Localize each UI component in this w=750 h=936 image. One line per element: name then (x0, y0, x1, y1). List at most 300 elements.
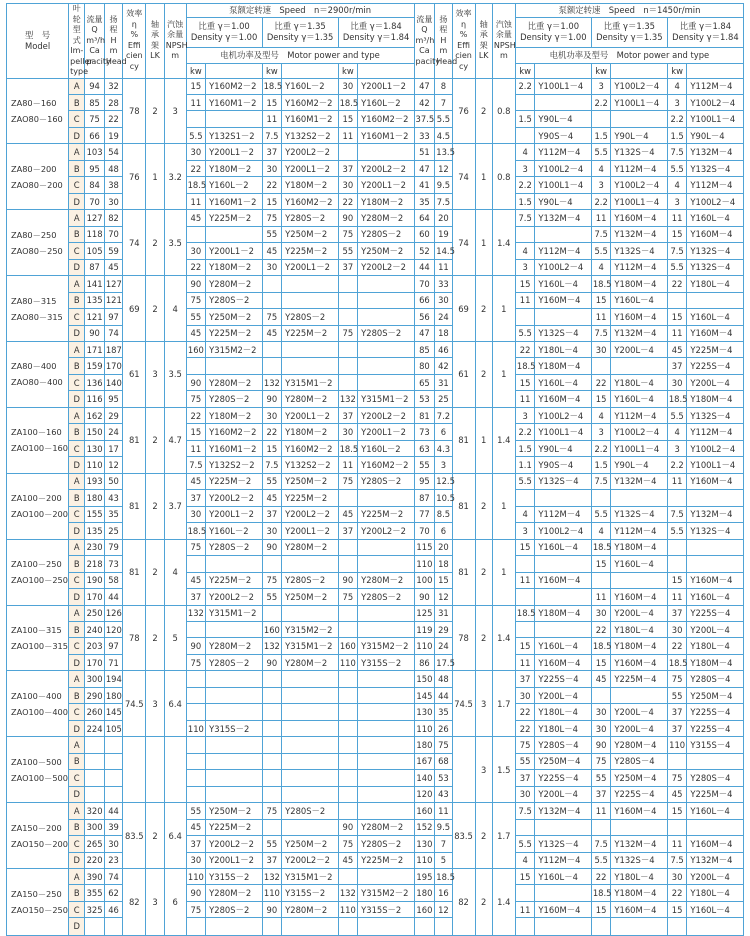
head-1450-value: 35 (435, 704, 452, 720)
motor-kw: 75 (262, 572, 282, 588)
motor-1450-kw: 22 (667, 276, 687, 292)
capacity-value: 90 (85, 325, 105, 341)
motor-1450-type (611, 111, 667, 127)
motor-type: Y160M1－2 (206, 94, 262, 110)
motor-1450-kw: 4 (591, 523, 611, 539)
motor-1450-kw: 15 (591, 292, 611, 308)
motor-1450-type: Y160L－4 (687, 589, 744, 605)
capacity-value: 230 (85, 539, 105, 555)
npsh-1450-value: 1 (492, 473, 515, 539)
motor-type (358, 309, 414, 325)
motor-1450-type: Y280S－4 (611, 753, 667, 769)
motor-1450-kw: 18.5 (591, 276, 611, 292)
head-value: 71 (104, 654, 122, 670)
table-row (7, 539, 744, 555)
capacity-value (85, 737, 105, 753)
table-row (7, 440, 744, 456)
efficiency-1450-value: 82 (452, 869, 475, 936)
impeller-type: D (69, 786, 85, 802)
head-1450-value: 68 (435, 753, 452, 769)
motor-1450-kw: 11 (667, 589, 687, 605)
motor-type: Y200L1－2 (206, 852, 262, 868)
capacity-value: 135 (85, 292, 105, 308)
head-1450-value: 31 (435, 374, 452, 390)
head-1450-value: 7.5 (435, 193, 452, 209)
efficiency-value: 78 (123, 605, 146, 671)
impeller-type: C (69, 506, 85, 522)
impeller-type: A (69, 473, 85, 489)
motor-1450-type: Y100L2－4 (535, 523, 591, 539)
motor-1450-kw: 11 (667, 836, 687, 852)
motor-1450-kw: 3 (591, 424, 611, 440)
motor-1450-kw: 3 (591, 177, 611, 193)
npsh-1450-value: 1.7 (492, 803, 515, 869)
table-row (7, 309, 744, 325)
motor-kw: 75 (262, 210, 282, 226)
motor-type: Y160M2－2 (206, 424, 262, 440)
npsh-value: 6.4 (164, 803, 186, 869)
motor-1450-kw: 30 (591, 704, 611, 720)
capacity-value: 136 (85, 374, 105, 390)
capacity-1450-value: 42 (414, 94, 435, 110)
motor-type: Y280S－2 (282, 210, 338, 226)
motor-type (358, 621, 414, 637)
speed-2900-header: 泵额定转速 Speed n＝2900r/min (186, 4, 414, 18)
efficiency-value: 74 (123, 210, 146, 276)
motor-type: Y280S－2 (358, 473, 414, 489)
bearing-frame-value: 3 (146, 671, 164, 737)
impeller-type: D (69, 654, 85, 670)
motor-1450-type: Y225S－4 (611, 786, 667, 802)
motor-1450-type: Y180M－4 (611, 539, 667, 555)
motor-1450-kw (515, 309, 535, 325)
motor-kw: 18.5 (186, 177, 206, 193)
motor-type: Y280S－2 (282, 572, 338, 588)
motor-kw: 55 (186, 803, 206, 819)
motor-1450-type: Y180L－4 (535, 342, 591, 358)
motor-kw: 15 (186, 78, 206, 94)
motor-kw: 90 (262, 539, 282, 555)
motor-1450-kw: 15 (515, 869, 535, 885)
model-name: ZA80－250 ZAO80－250 (7, 210, 69, 276)
capacity-value: 265 (85, 836, 105, 852)
motor-type: Y280S－2 (358, 836, 414, 852)
motor-type (282, 786, 338, 802)
bearing-frame-value: 2 (146, 407, 164, 473)
efficiency-1450-value: 81 (452, 407, 475, 473)
efficiency-value: 78 (123, 78, 146, 144)
table-row (7, 358, 744, 374)
bearing-frame-1450-value: 2 (475, 276, 492, 342)
motor-kw: 45 (186, 473, 206, 489)
motor-type: Y225M－2 (206, 210, 262, 226)
head-value: 32 (104, 78, 122, 94)
motor-kw: 132 (338, 391, 358, 407)
motor-type: Y132S2－2 (282, 457, 338, 473)
motor-1450-kw: 15 (515, 276, 535, 292)
head-1450-value: 14.5 (435, 243, 452, 259)
head-1450-value: 26 (435, 720, 452, 736)
motor-1450-type (535, 918, 591, 935)
capacity-1450-value: 130 (414, 836, 435, 852)
motor-1450-kw: 1.1 (515, 457, 535, 473)
npsh-value: 6 (164, 869, 186, 936)
table-row (7, 918, 744, 935)
head-value: 74 (104, 325, 122, 341)
table-row (7, 342, 744, 358)
motor-1450-type (535, 309, 591, 325)
motor-kw (186, 737, 206, 753)
model-name: ZA80－400 ZAO80－400 (7, 342, 69, 408)
motor-1450-type (687, 753, 744, 769)
motor-1450-type (535, 819, 591, 835)
motor-type: Y200L1－2 (358, 424, 414, 440)
motor-1450-kw: 1.5 (591, 127, 611, 143)
motor-type: Y280S－2 (282, 803, 338, 819)
motor-kw: 75 (186, 654, 206, 670)
motor-1450-kw: 3 (667, 440, 687, 456)
motor-type: Y200L1－2 (282, 259, 338, 275)
motor-1450-type: Y100L2－4 (535, 160, 591, 176)
motor-type: Y160M2－2 (358, 111, 414, 127)
impeller-type: C (69, 309, 85, 325)
motor-type: Y200L1－2 (282, 160, 338, 176)
motor-kw: 11 (186, 94, 206, 110)
motor-type: Y250M－2 (282, 226, 338, 242)
impeller-type: C (69, 638, 85, 654)
motor-type: Y315S－2 (358, 901, 414, 917)
motor-kw (338, 605, 358, 621)
motor-type (206, 918, 262, 935)
motor-kw: 15 (262, 94, 282, 110)
motor-1450-type (535, 94, 591, 110)
motor-type: Y315M1－2 (206, 605, 262, 621)
motor-1450-kw: 4 (515, 852, 535, 868)
capacity-1450-value: 110 (414, 638, 435, 654)
motor-1450-kw: 15 (667, 803, 687, 819)
capacity-value: 170 (85, 589, 105, 605)
motor-1450-kw (515, 918, 535, 935)
motor-1450-kw: 22 (667, 638, 687, 654)
efficiency-value: 82 (123, 869, 146, 936)
head-1450-value: 20 (435, 210, 452, 226)
table-row (7, 78, 744, 94)
motor-type: Y315M1－2 (282, 638, 338, 654)
motor-1450-type: Y112M－4 (611, 160, 667, 176)
motor-type (282, 704, 338, 720)
motor-1450-type: Y112M－4 (535, 144, 591, 160)
head-1450-value (435, 918, 452, 935)
motor-type (358, 358, 414, 374)
motor-type: Y200L1－2 (206, 243, 262, 259)
motor-type (206, 687, 262, 703)
motor-type: Y315S－2 (282, 885, 338, 901)
motor-1450-type: Y200L－4 (687, 621, 744, 637)
table-row (7, 210, 744, 226)
motor-1450-kw: 5.5 (591, 144, 611, 160)
motor-type: Y160L－2 (358, 94, 414, 110)
motor-1450-kw (591, 358, 611, 374)
motor-type (358, 292, 414, 308)
motor-1450-type: Y160M－4 (535, 391, 591, 407)
motor-1450-type (535, 589, 591, 605)
motor-1450-kw: 5.5 (515, 836, 535, 852)
motor-1450-kw: 1.5 (667, 127, 687, 143)
motor-1450-type: Y132M－4 (611, 226, 667, 242)
motor-kw (262, 605, 282, 621)
motor-kw: 15 (262, 440, 282, 456)
capacity-1450-value: 70 (414, 276, 435, 292)
motor-type (358, 556, 414, 572)
head-1450-value: 4.5 (435, 127, 452, 143)
motor-1450-kw: 22 (515, 704, 535, 720)
head-value: 105 (104, 720, 122, 736)
bearing-frame-1450-value: 2 (475, 342, 492, 408)
motor-type: Y225M－2 (358, 852, 414, 868)
motor-1450-type: Y112M－4 (611, 259, 667, 275)
motor-1450-kw: 15 (591, 391, 611, 407)
impeller-type: D (69, 391, 85, 407)
kw-header: kw (338, 63, 358, 78)
motor-type: Y315M2－2 (282, 621, 338, 637)
impeller-type: B (69, 292, 85, 308)
bearing-frame-1450-value: 3 (475, 737, 492, 803)
motor-1450-kw: 15 (591, 901, 611, 917)
capacity-1450-value: 125 (414, 605, 435, 621)
motor-1450-type: Y160L－4 (535, 869, 591, 885)
motor-type: Y225M－2 (206, 473, 262, 489)
impeller-type: C (69, 704, 85, 720)
motor-kw (338, 309, 358, 325)
motor-1450-kw: 4 (667, 424, 687, 440)
head-value: 97 (104, 309, 122, 325)
table-row (7, 654, 744, 670)
motor-1450-type: Y132S－4 (535, 473, 591, 489)
npsh-value (164, 737, 186, 803)
motor-1450-kw: 18.5 (667, 391, 687, 407)
motor-1450-kw: 37 (515, 671, 535, 687)
motor-1450-type: Y180M－4 (687, 391, 744, 407)
head-1450-value: 30 (435, 292, 452, 308)
motor-type: Y200L2－2 (282, 506, 338, 522)
table-row (7, 819, 744, 835)
motor-1450-kw: 2.2 (515, 78, 535, 94)
head-1450-value: 25 (435, 391, 452, 407)
npsh-1450-value: 1 (492, 276, 515, 342)
motor-type: Y315S－2 (206, 720, 262, 736)
head-value: 194 (104, 671, 122, 687)
motor-kw (186, 918, 206, 935)
motor-type (358, 671, 414, 687)
impeller-type: C (69, 572, 85, 588)
motor-type: Y200L2－2 (282, 144, 338, 160)
motor-1450-type: Y90L－4 (535, 440, 591, 456)
motor-1450-kw: 7.5 (591, 473, 611, 489)
impeller-type: A (69, 276, 85, 292)
motor-type (282, 342, 338, 358)
motor-type: Y280M－2 (358, 819, 414, 835)
motor-kw: 110 (262, 885, 282, 901)
motor-type (282, 720, 338, 736)
npsh-1450-value: 0.8 (492, 144, 515, 210)
motor-1450-type (535, 885, 591, 901)
motor-1450-type: Y200L－4 (687, 374, 744, 390)
model-name: ZA100－250 ZAO100－250 (7, 539, 69, 605)
motor-type: Y132S2－2 (282, 127, 338, 143)
impeller-type: D (69, 523, 85, 539)
motor-1450-type: Y180L－4 (611, 869, 667, 885)
head-value: 44 (104, 589, 122, 605)
motor-kw (338, 786, 358, 802)
capacity-1450-value: 55 (414, 457, 435, 473)
motor-1450-type: Y132S－4 (611, 506, 667, 522)
table-row (7, 638, 744, 654)
bearing-frame-value: 3 (146, 342, 164, 408)
capacity-1450-value: 65 (414, 374, 435, 390)
motor-1450-kw: 5.5 (591, 243, 611, 259)
motor-1450-type: Y225S－4 (687, 704, 744, 720)
impeller-type: C (69, 901, 85, 917)
motor-1450-type: Y160L－4 (611, 556, 667, 572)
head-1450-value: 44 (435, 687, 452, 703)
motor-1450-kw: 2.2 (667, 457, 687, 473)
density-135-1450-header: 比重 γ＝1.35 Density γ＝1.35 (591, 17, 667, 47)
table-row (7, 687, 744, 703)
motor-1450-type (687, 918, 744, 935)
motor-kw: 90 (338, 210, 358, 226)
capacity-value: 300 (85, 671, 105, 687)
bearing-frame-value: 2 (146, 473, 164, 539)
motor-1450-type: Y250M－4 (687, 687, 744, 703)
motor-kw: 11 (338, 127, 358, 143)
head-1450-value: 5.5 (435, 111, 452, 127)
capacity-value: 203 (85, 638, 105, 654)
capacity-1450-value: 152 (414, 819, 435, 835)
bearing-frame-value: 2 (146, 803, 164, 869)
model-header: 型 号 Model (7, 4, 69, 79)
capacity-value: 110 (85, 457, 105, 473)
capacity-value: 155 (85, 506, 105, 522)
motor-kw: 90 (338, 572, 358, 588)
impeller-type: B (69, 556, 85, 572)
efficiency-header: 效率 η % Effi cien cy (123, 4, 146, 79)
motor-kw (338, 720, 358, 736)
motor-1450-type: Y160M－4 (535, 292, 591, 308)
head-value (104, 786, 122, 802)
impeller-type: A (69, 605, 85, 621)
motor-type (358, 276, 414, 292)
motor-kw: 75 (186, 539, 206, 555)
table-row (7, 737, 744, 753)
motor-1450-type: Y132M－4 (611, 473, 667, 489)
motor-1450-kw: 15 (515, 638, 535, 654)
motor-1450-type: Y132M－4 (687, 144, 744, 160)
motor-kw: 75 (262, 309, 282, 325)
capacity-value: 84 (85, 177, 105, 193)
motor-type (206, 226, 262, 242)
motor-type: Y280M－2 (358, 210, 414, 226)
motor-1450-kw: 15 (667, 572, 687, 588)
head-value: 39 (104, 819, 122, 835)
motor-type (206, 770, 262, 786)
motor-kw: 30 (338, 177, 358, 193)
motor-1450-kw: 4 (667, 78, 687, 94)
head-value: 97 (104, 638, 122, 654)
motor-header: 电机功率及型号 Motor power and type (186, 47, 414, 63)
table-row (7, 803, 744, 819)
motor-1450-type: Y160M－4 (687, 325, 744, 341)
capacity-value: 300 (85, 819, 105, 835)
motor-kw (338, 374, 358, 390)
head-1450-value: 24 (435, 309, 452, 325)
head-value: 45 (104, 259, 122, 275)
impeller-type: C (69, 374, 85, 390)
capacity-1450-value: 41 (414, 177, 435, 193)
motor-type (358, 786, 414, 802)
motor-1450-kw: 3 (667, 94, 687, 110)
motor-kw: 45 (186, 572, 206, 588)
motor-1450-kw (667, 753, 687, 769)
motor-type: Y180M－2 (206, 259, 262, 275)
impeller-type: C (69, 111, 85, 127)
motor-kw: 15 (186, 424, 206, 440)
capacity-1450-value: 110 (414, 556, 435, 572)
motor-kw (262, 770, 282, 786)
motor-kw (338, 144, 358, 160)
capacity-1450-value: 35 (414, 193, 435, 209)
motor-1450-kw: 15 (515, 374, 535, 390)
motor-1450-kw: 22 (591, 621, 611, 637)
motor-type: Y200L2－2 (358, 259, 414, 275)
capacity-1450-value: 33 (414, 127, 435, 143)
capacity-value: 390 (85, 869, 105, 885)
motor-1450-kw: 55 (591, 770, 611, 786)
motor-kw: 37 (262, 506, 282, 522)
capacity-value: 250 (85, 605, 105, 621)
capacity-1450-value: 120 (414, 786, 435, 802)
motor-1450-type: Y160M－4 (611, 901, 667, 917)
motor-kw: 30 (262, 259, 282, 275)
table-row (7, 885, 744, 901)
motor-1450-type: Y160M－4 (687, 473, 744, 489)
head-value: 58 (104, 572, 122, 588)
motor-1450-type: Y90L－4 (611, 127, 667, 143)
motor-1450-type: Y100L1－4 (611, 440, 667, 456)
head-1450-value: 12 (435, 589, 452, 605)
capacity-value: 220 (85, 852, 105, 868)
motor-kw: 132 (262, 638, 282, 654)
motor-1450-kw: 45 (667, 342, 687, 358)
motor-1450-kw: 75 (667, 671, 687, 687)
bearing-frame-1450-value: 1 (475, 210, 492, 276)
motor-kw: 132 (186, 605, 206, 621)
motor-1450-type: Y160L－4 (611, 391, 667, 407)
motor-type: Y280S－2 (206, 292, 262, 308)
capacity-value (85, 770, 105, 786)
table-row (7, 160, 744, 176)
motor-kw (262, 671, 282, 687)
capacity-value: 170 (85, 654, 105, 670)
motor-kw (338, 292, 358, 308)
table-row (7, 770, 744, 786)
motor-kw (338, 539, 358, 555)
motor-kw: 160 (186, 342, 206, 358)
head-1450-value: 42 (435, 358, 452, 374)
motor-1450-type (535, 490, 591, 506)
motor-1450-type (611, 687, 667, 703)
head-value: 35 (104, 506, 122, 522)
head-1450-value: 18.5 (435, 869, 452, 885)
